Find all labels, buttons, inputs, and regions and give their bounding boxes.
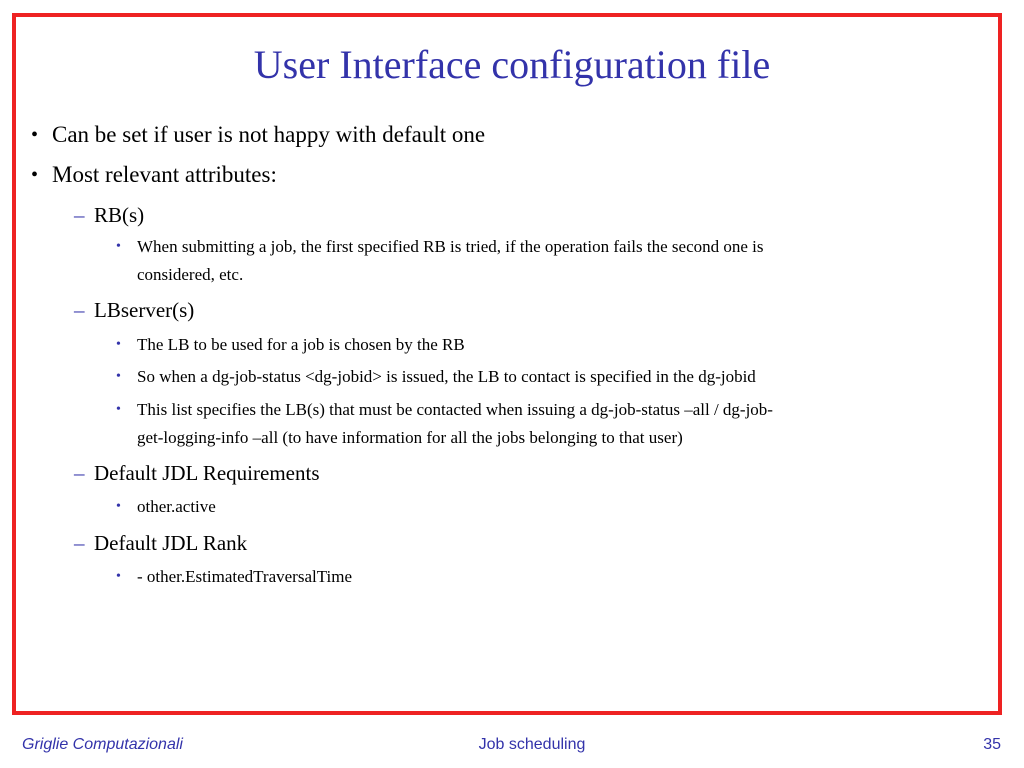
detail-lb-3: This list specifies the LB(s) that must be contacted when issuing a dg-job-status –all / dg-job-: [137, 400, 773, 419]
sub-item-rank: Default JDL Rank: [94, 531, 248, 555]
dash-marker: –: [74, 461, 85, 485]
bullet-dot: •: [116, 337, 121, 352]
slide-title: User Interface configuration file: [253, 42, 771, 87]
sub-item-rb: RB(s): [94, 203, 145, 227]
footer-topic: Job scheduling: [478, 736, 586, 753]
sub-item-lbserver: LBserver(s): [94, 298, 195, 322]
bullet-dot: •: [31, 124, 39, 146]
detail-rb-1: When submitting a job, the first specified RB is tried, if the operation fails the second one is: [137, 237, 764, 256]
footer-page-number: 35: [983, 736, 1001, 753]
bullet-dot: •: [116, 239, 121, 254]
detail-lb-2: So when a dg-job-status <dg-jobid> is issued, the LB to contact is specified in the dg-jobid: [137, 367, 756, 386]
bullet-dot: •: [116, 402, 121, 417]
bullet-dot: •: [31, 164, 39, 186]
detail-lb-1: The LB to be used for a job is chosen by the RB: [137, 335, 465, 354]
detail-requirements-1: other.active: [137, 497, 216, 516]
bullet-2: Most relevant attributes:: [52, 162, 277, 187]
detail-rb-1-cont: considered, etc.: [137, 265, 244, 284]
dash-marker: –: [74, 203, 85, 227]
sub-item-requirements: Default JDL Requirements: [94, 461, 320, 485]
dash-marker: –: [74, 531, 85, 555]
bullet-dot: •: [116, 499, 121, 514]
detail-rank-1: - other.EstimatedTraversalTime: [137, 567, 352, 586]
bullet-dot: •: [116, 569, 121, 584]
dash-marker: –: [74, 298, 85, 322]
footer-course: Griglie Computazionali: [22, 736, 183, 753]
bullet-1: Can be set if user is not happy with default one: [52, 122, 486, 147]
bullet-dot: •: [116, 369, 121, 384]
detail-lb-3-cont: get-logging-info –all (to have information for all the jobs belonging to that user): [137, 428, 683, 447]
